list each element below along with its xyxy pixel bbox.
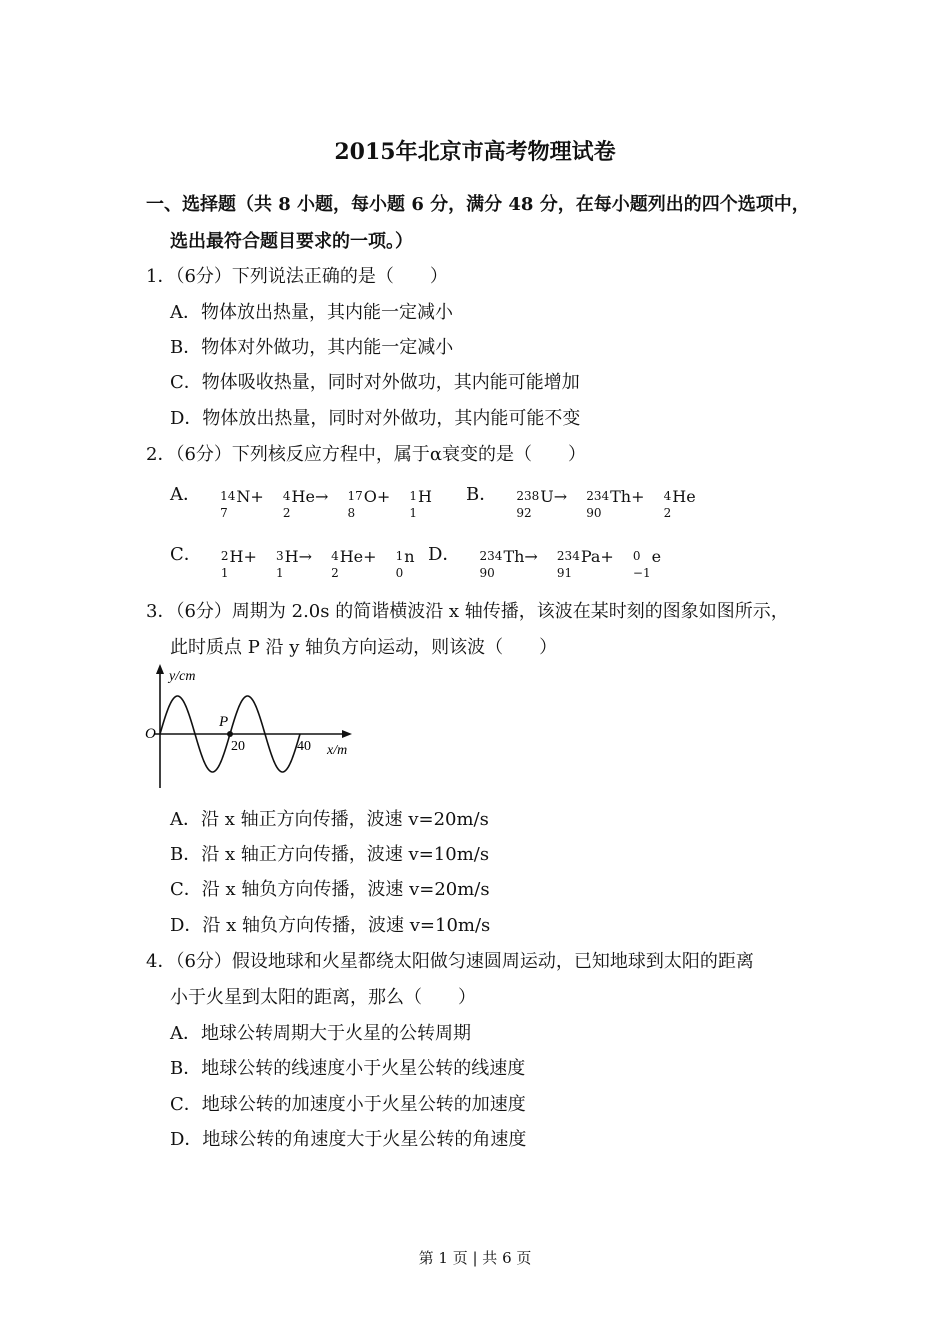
mass-number: 234 xyxy=(556,549,580,563)
x-axis-arrow-icon xyxy=(342,730,352,738)
atomic-number: 7 xyxy=(220,506,228,520)
atomic-number: 2 xyxy=(282,506,291,520)
option-label: C． xyxy=(170,544,202,565)
nuclide-th234 xyxy=(586,488,644,522)
mass-number: 17 xyxy=(347,489,363,503)
question-3-option-a: A．沿 x 轴正方向传播，波速 v=20m/s xyxy=(170,809,489,830)
x-axis-label: x/m xyxy=(327,743,348,758)
nuclide-electron xyxy=(633,548,661,582)
question-1-option-c: C．物体吸收热量，同时对外做功，其内能可能增加 xyxy=(170,372,580,393)
y-axis-label: y/cm xyxy=(169,669,196,684)
option-label: D． xyxy=(428,544,461,565)
question-2-stem: 2．（6分）下列核反应方程中，属于α衰变的是（ ） xyxy=(146,444,587,465)
nuclide-neutron xyxy=(396,548,415,582)
symbol: He+ xyxy=(339,547,377,566)
question-4-stem-line2: 小于火星到太阳的距离，那么（ ） xyxy=(170,987,476,1008)
option-label: B． xyxy=(466,484,498,505)
mass-number: 4 xyxy=(663,489,672,503)
nuclide-h3 xyxy=(276,548,312,582)
section-heading-line2: 选出最符合题目要求的一项。） xyxy=(170,231,413,252)
x-tick-40: 40 xyxy=(297,739,311,754)
atomic-number: −1 xyxy=(632,566,651,580)
symbol: H→ xyxy=(284,547,312,566)
question-2-option-a xyxy=(170,480,432,522)
symbol: H+ xyxy=(229,547,257,566)
question-3-option-b: B．沿 x 轴正方向传播，波速 v=10m/s xyxy=(170,844,490,865)
section-heading-line1: 一、选择题（共 8 小题，每小题 6 分，满分 48 分，在每小题列出的四个选项中， xyxy=(146,194,810,215)
atomic-number: 2 xyxy=(663,506,672,520)
nuclide-o17 xyxy=(347,488,390,522)
atomic-number: 92 xyxy=(516,506,532,520)
mass-number: 4 xyxy=(331,549,339,563)
option-label: A． xyxy=(170,484,201,505)
symbol: He xyxy=(672,487,696,506)
atomic-number: 90 xyxy=(479,566,495,580)
atomic-number: 0 xyxy=(395,566,404,580)
mass-number: 234 xyxy=(586,489,610,503)
question-1-option-b: B．物体对外做功，其内能一定减小 xyxy=(170,337,454,358)
question-2-option-b xyxy=(466,480,696,522)
mass-number: 3 xyxy=(275,549,284,563)
question-3-stem-line1: 3．（6分）周期为 2.0s 的简谐横波沿 x 轴传播，该波在某时刻的图象如图所示， xyxy=(146,601,789,622)
question-3-option-c: C．沿 x 轴负方向传播，波速 v=20m/s xyxy=(170,879,490,900)
y-axis-arrow-icon xyxy=(156,664,164,674)
symbol: Pa+ xyxy=(580,547,614,566)
atomic-number: 8 xyxy=(347,506,356,520)
nuclide-he4 xyxy=(664,488,696,522)
page-title: 2015年北京市高考物理试卷 xyxy=(334,139,616,165)
question-4-option-c: C．地球公转的加速度小于火星公转的加速度 xyxy=(170,1094,526,1115)
question-3-option-d: D．沿 x 轴负方向传播，波速 v=10m/s xyxy=(170,915,491,936)
symbol: N+ xyxy=(236,487,264,506)
question-3-stem-line2: 此时质点 P 沿 y 轴负方向运动，则该波（ ） xyxy=(170,637,558,658)
question-1-stem: 1．（6分）下列说法正确的是（ ） xyxy=(146,266,448,287)
point-p-label: P xyxy=(219,714,229,730)
question-1-option-a: A．物体放出热量，其内能一定减小 xyxy=(170,302,453,323)
nuclide-u238 xyxy=(516,488,567,522)
wave-graph-figure xyxy=(140,662,360,792)
atomic-number: 91 xyxy=(556,566,573,580)
nuclide-n14 xyxy=(220,488,264,522)
atomic-number: 2 xyxy=(331,566,339,580)
point-p-marker xyxy=(227,731,233,737)
origin-label: O xyxy=(145,726,156,742)
mass-number: 4 xyxy=(282,489,291,503)
mass-number: 1 xyxy=(395,549,404,563)
mass-number: 14 xyxy=(220,489,236,503)
atomic-number: 1 xyxy=(275,566,284,580)
mass-number: 0 xyxy=(632,549,641,563)
nuclide-he4 xyxy=(283,488,328,522)
atomic-number: 1 xyxy=(409,506,417,520)
symbol: n xyxy=(404,547,415,566)
page-footer: 第 1 页 | 共 6 页 xyxy=(418,1249,532,1267)
question-2-option-d xyxy=(428,540,661,582)
question-4-stem-line1: 4．（6分）假设地球和火星都绕太阳做匀速圆周运动，已知地球到太阳的距离 xyxy=(146,951,754,972)
nuclide-he4 xyxy=(331,548,376,582)
question-1-option-d: D．物体放出热量，同时对外做功，其内能可能不变 xyxy=(170,408,581,429)
atomic-number: 1 xyxy=(220,566,229,580)
mass-number: 1 xyxy=(409,489,417,503)
mass-number: 238 xyxy=(516,489,540,503)
symbol: O+ xyxy=(363,487,391,506)
mass-number: 234 xyxy=(479,549,503,563)
nuclide-th234 xyxy=(480,548,538,582)
question-4-option-a: A．地球公转周期大于火星的公转周期 xyxy=(170,1023,471,1044)
question-4-option-d: D．地球公转的角速度大于火星公转的角速度 xyxy=(170,1129,527,1150)
symbol: He→ xyxy=(291,487,329,506)
symbol: Th+ xyxy=(610,487,645,506)
atomic-number: 90 xyxy=(586,506,602,520)
question-4-option-b: B．地球公转的线速度小于火星公转的线速度 xyxy=(170,1058,526,1079)
nuclide-h2 xyxy=(221,548,257,582)
nuclide-pa234 xyxy=(557,548,614,582)
x-tick-20: 20 xyxy=(231,739,245,754)
symbol: Th→ xyxy=(503,547,538,566)
mass-number: 2 xyxy=(220,549,229,563)
question-2-option-c xyxy=(170,540,415,582)
symbol: e xyxy=(651,547,662,566)
symbol: H xyxy=(417,487,432,506)
symbol: U→ xyxy=(540,487,568,506)
nuclide-h1 xyxy=(409,488,432,522)
